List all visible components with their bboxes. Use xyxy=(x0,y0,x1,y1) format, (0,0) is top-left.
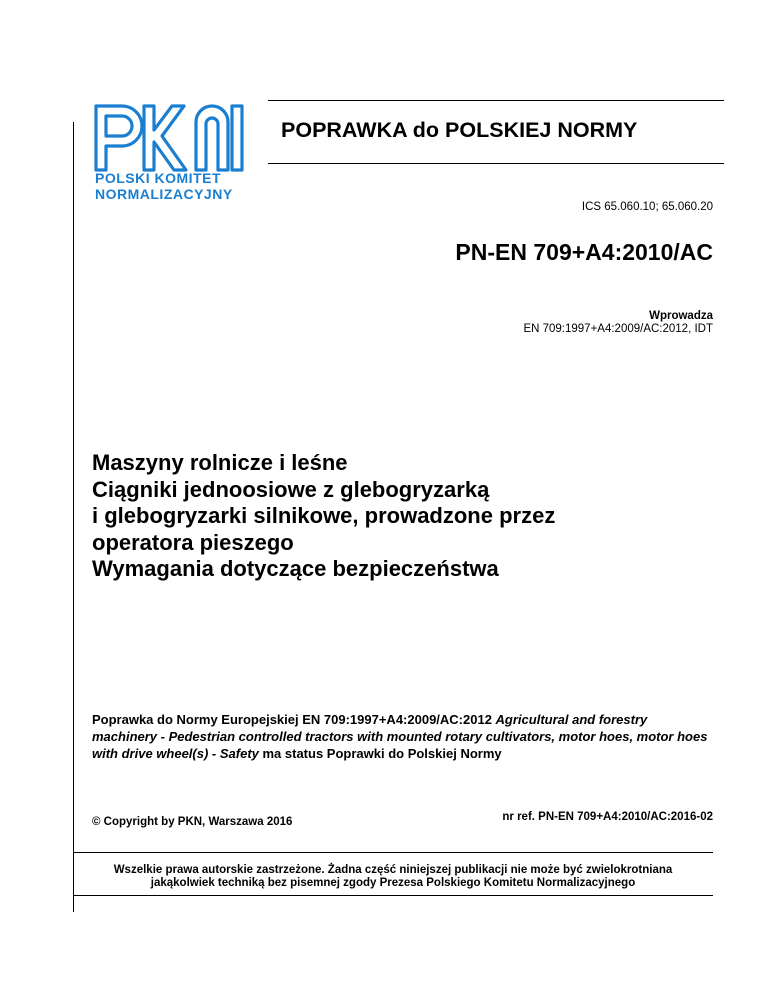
rights-line-2: jakąkolwiek techniką bez pisemnej zgody Prezesa Polskiego Komitetu Normalizacyjnego xyxy=(150,877,636,889)
left-margin-rule xyxy=(73,122,74,912)
ics-code: ICS 65.060.10; 65.060.20 xyxy=(581,201,713,213)
footer-bottom-rule xyxy=(73,895,713,896)
header-top-rule xyxy=(268,100,724,101)
title-line: Ciągniki jednoosiowe z glebogryzarką xyxy=(92,476,490,502)
english-title: Agricultural and forestry machinery - Pedestrian controlled tractors with mounted rotary cultivators, motor hoes, motor hoes with drive wheel(s) - Safety xyxy=(92,712,708,761)
description-suffix: ma status Poprawki do Polskiej Normy xyxy=(258,746,502,761)
document-title xyxy=(92,450,555,583)
introduces-label: Wprowadza xyxy=(649,310,713,322)
rights-line-1: Wszelkie prawa autorskie zastrzeżone. Żadna część niniejszej publikacji nie może być zwielokrotniana xyxy=(113,864,673,876)
title-line: Wymagania dotyczące bezpieczeństwa xyxy=(92,556,499,581)
title-line: Maszyny rolnicze i leśne xyxy=(92,450,348,475)
pkn-logo-icon xyxy=(92,100,258,172)
document-type-title: POPRAWKA do POLSKIEJ NORMY xyxy=(281,118,638,142)
standard-number: PN-EN 709+A4:2010/AC xyxy=(455,239,713,265)
introduces-value: EN 709:1997+A4:2009/AC:2012, IDT xyxy=(523,323,713,335)
title-line: i glebogryzarki silnikowe, prowadzone przez xyxy=(92,503,556,528)
rights-notice xyxy=(73,864,713,890)
header-bottom-rule xyxy=(268,163,724,164)
status-description xyxy=(92,711,712,762)
pkn-logo xyxy=(92,100,267,200)
title-line: operatora pieszego xyxy=(92,529,294,555)
description-prefix: Poprawka do Normy Europejskiej EN 709:1997+A4:2009/AC:2012 xyxy=(92,712,496,727)
logo-line-1: POLSKI KOMITET xyxy=(95,170,221,186)
footer-top-rule xyxy=(73,852,713,853)
copyright-notice: © Copyright by PKN, Warszawa 2016 xyxy=(92,816,293,828)
reference-number: nr ref. PN-EN 709+A4:2010/AC:2016-02 xyxy=(502,811,713,823)
logo-line-2: NORMALIZACYJNY xyxy=(95,186,233,202)
